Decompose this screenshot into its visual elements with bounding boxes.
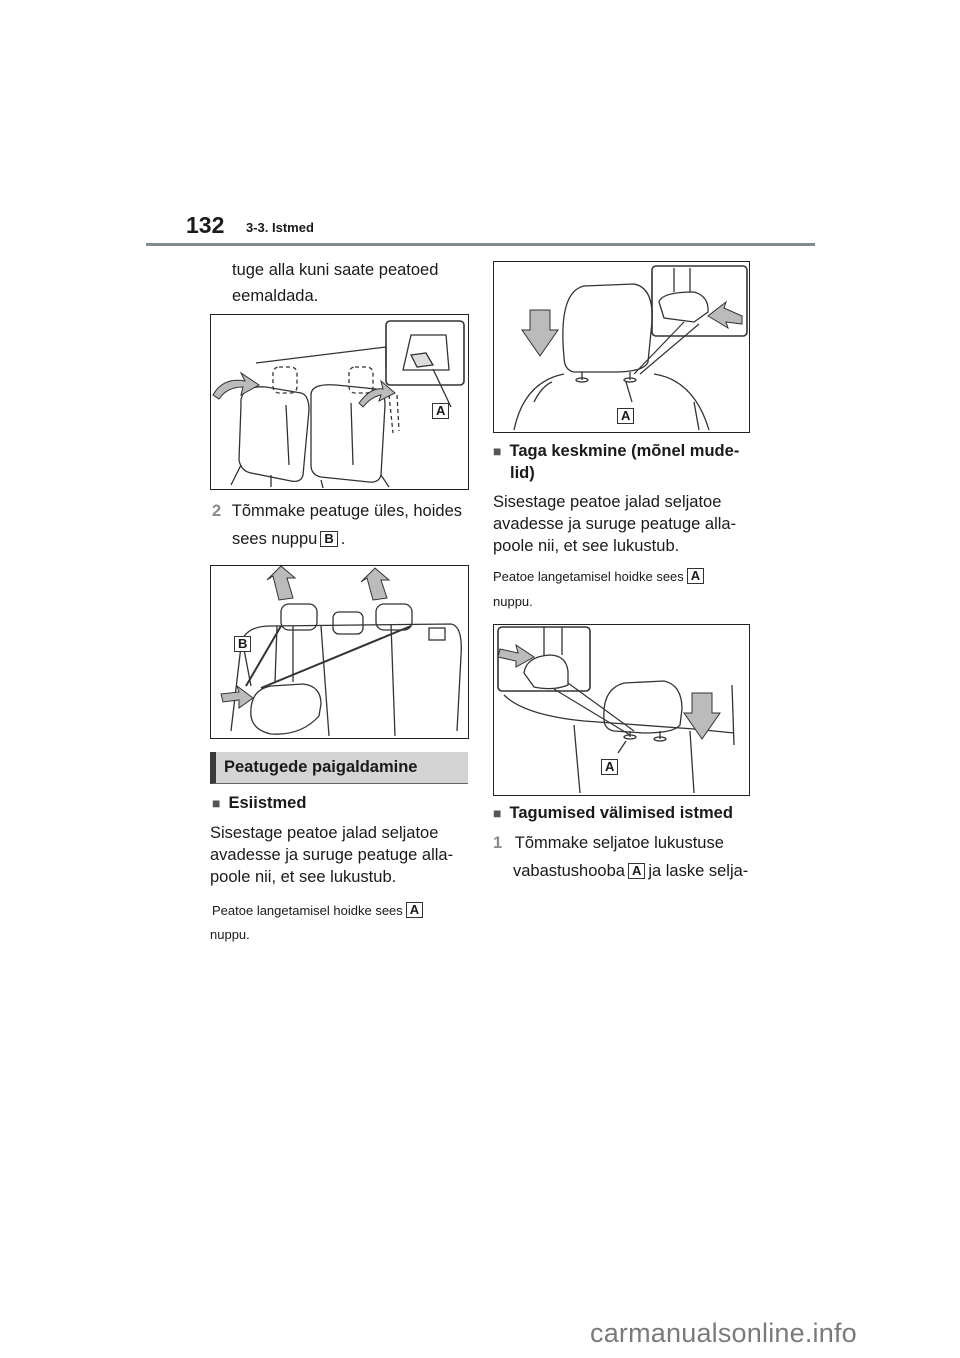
rear-center-heading	[493, 440, 739, 462]
step-2-text: Tõmmake peatuge üles, hoides	[231, 502, 462, 520]
label-a-inline: A	[628, 863, 645, 879]
square-bullet: ■	[212, 795, 221, 811]
step-1-end: ja laske selja-	[648, 862, 749, 880]
step-2-number: 2	[212, 502, 222, 520]
figure-rear-seat-headrest-removal	[210, 314, 469, 490]
square-bullet: ■	[493, 805, 502, 821]
front-note-text: Peatoe langetamisel hoidke sees	[212, 903, 403, 918]
seat-illustration-1	[211, 315, 468, 489]
page-number: 132	[186, 212, 225, 238]
seat-illustration-2	[211, 566, 468, 738]
rear-center-text-line-1: Sisestage peatoe jalad seljatoe	[493, 493, 722, 511]
section-title: 3-3. Istmed	[246, 220, 314, 235]
rear-center-note-text: Peatoe langetamisel hoidke sees	[493, 569, 684, 584]
label-a-box: A	[432, 403, 449, 419]
front-note-line-1	[212, 902, 426, 918]
front-seats-heading-text: Esiistmed	[228, 794, 307, 812]
step-1-line-2	[513, 858, 748, 884]
step-1-line-1	[493, 830, 724, 856]
figure-center-headrest-lower	[493, 261, 750, 433]
step-1-text-2: vabastushooba	[513, 862, 625, 880]
step-2-line-2	[232, 526, 345, 552]
install-heading-text: Peatugede paigaldamine	[224, 758, 418, 776]
front-seats-heading	[212, 792, 306, 814]
figure-headrest-pull-up	[210, 565, 469, 739]
step-2-line-1	[212, 498, 462, 524]
rear-center-note-line-1	[493, 568, 707, 584]
front-note-line-2: nuppu.	[210, 927, 250, 942]
seat-illustration-4	[494, 625, 749, 795]
header-divider	[146, 243, 815, 246]
step-2-text-2: sees nuppu	[232, 530, 318, 548]
front-text-line-2: avadesse ja suruge peatuge alla-	[210, 846, 454, 864]
label-b-box: B	[234, 636, 251, 652]
step-1-text: Tõmmake seljatoe lukustuse	[514, 834, 724, 852]
rear-center-note-line-2: nuppu.	[493, 594, 533, 609]
rear-center-text-line-3: poole nii, et see lukustub.	[493, 537, 680, 555]
step-2-end: .	[340, 530, 346, 548]
rear-center-heading-line-2: lid)	[510, 464, 535, 482]
rear-outer-heading	[493, 802, 733, 824]
rear-outer-heading-text: Tagumised välimised istmed	[509, 804, 733, 822]
rear-center-heading-text: Taga keskmine (mõnel mude-	[509, 442, 740, 460]
intro-line-1: tuge alla kuni saate peatoed	[232, 261, 439, 279]
label-b-inline: B	[320, 531, 337, 547]
label-a-box: A	[601, 759, 618, 775]
intro-line-2: eemaldada.	[232, 287, 319, 305]
label-a-inline: A	[687, 568, 704, 584]
label-a-inline: A	[406, 902, 423, 918]
label-a-box: A	[617, 408, 634, 424]
front-text-line-1: Sisestage peatoe jalad seljatoe	[210, 824, 439, 842]
watermark: carmanualsonline.info	[590, 1318, 857, 1348]
seat-illustration-3	[494, 262, 749, 432]
rear-center-text-line-2: avadesse ja suruge peatuge alla-	[493, 515, 737, 533]
install-heading	[210, 752, 468, 784]
step-1-number: 1	[493, 834, 503, 852]
front-text-line-3: poole nii, et see lukustub.	[210, 868, 397, 886]
figure-outer-headrest-install	[493, 624, 750, 796]
square-bullet: ■	[493, 443, 502, 459]
